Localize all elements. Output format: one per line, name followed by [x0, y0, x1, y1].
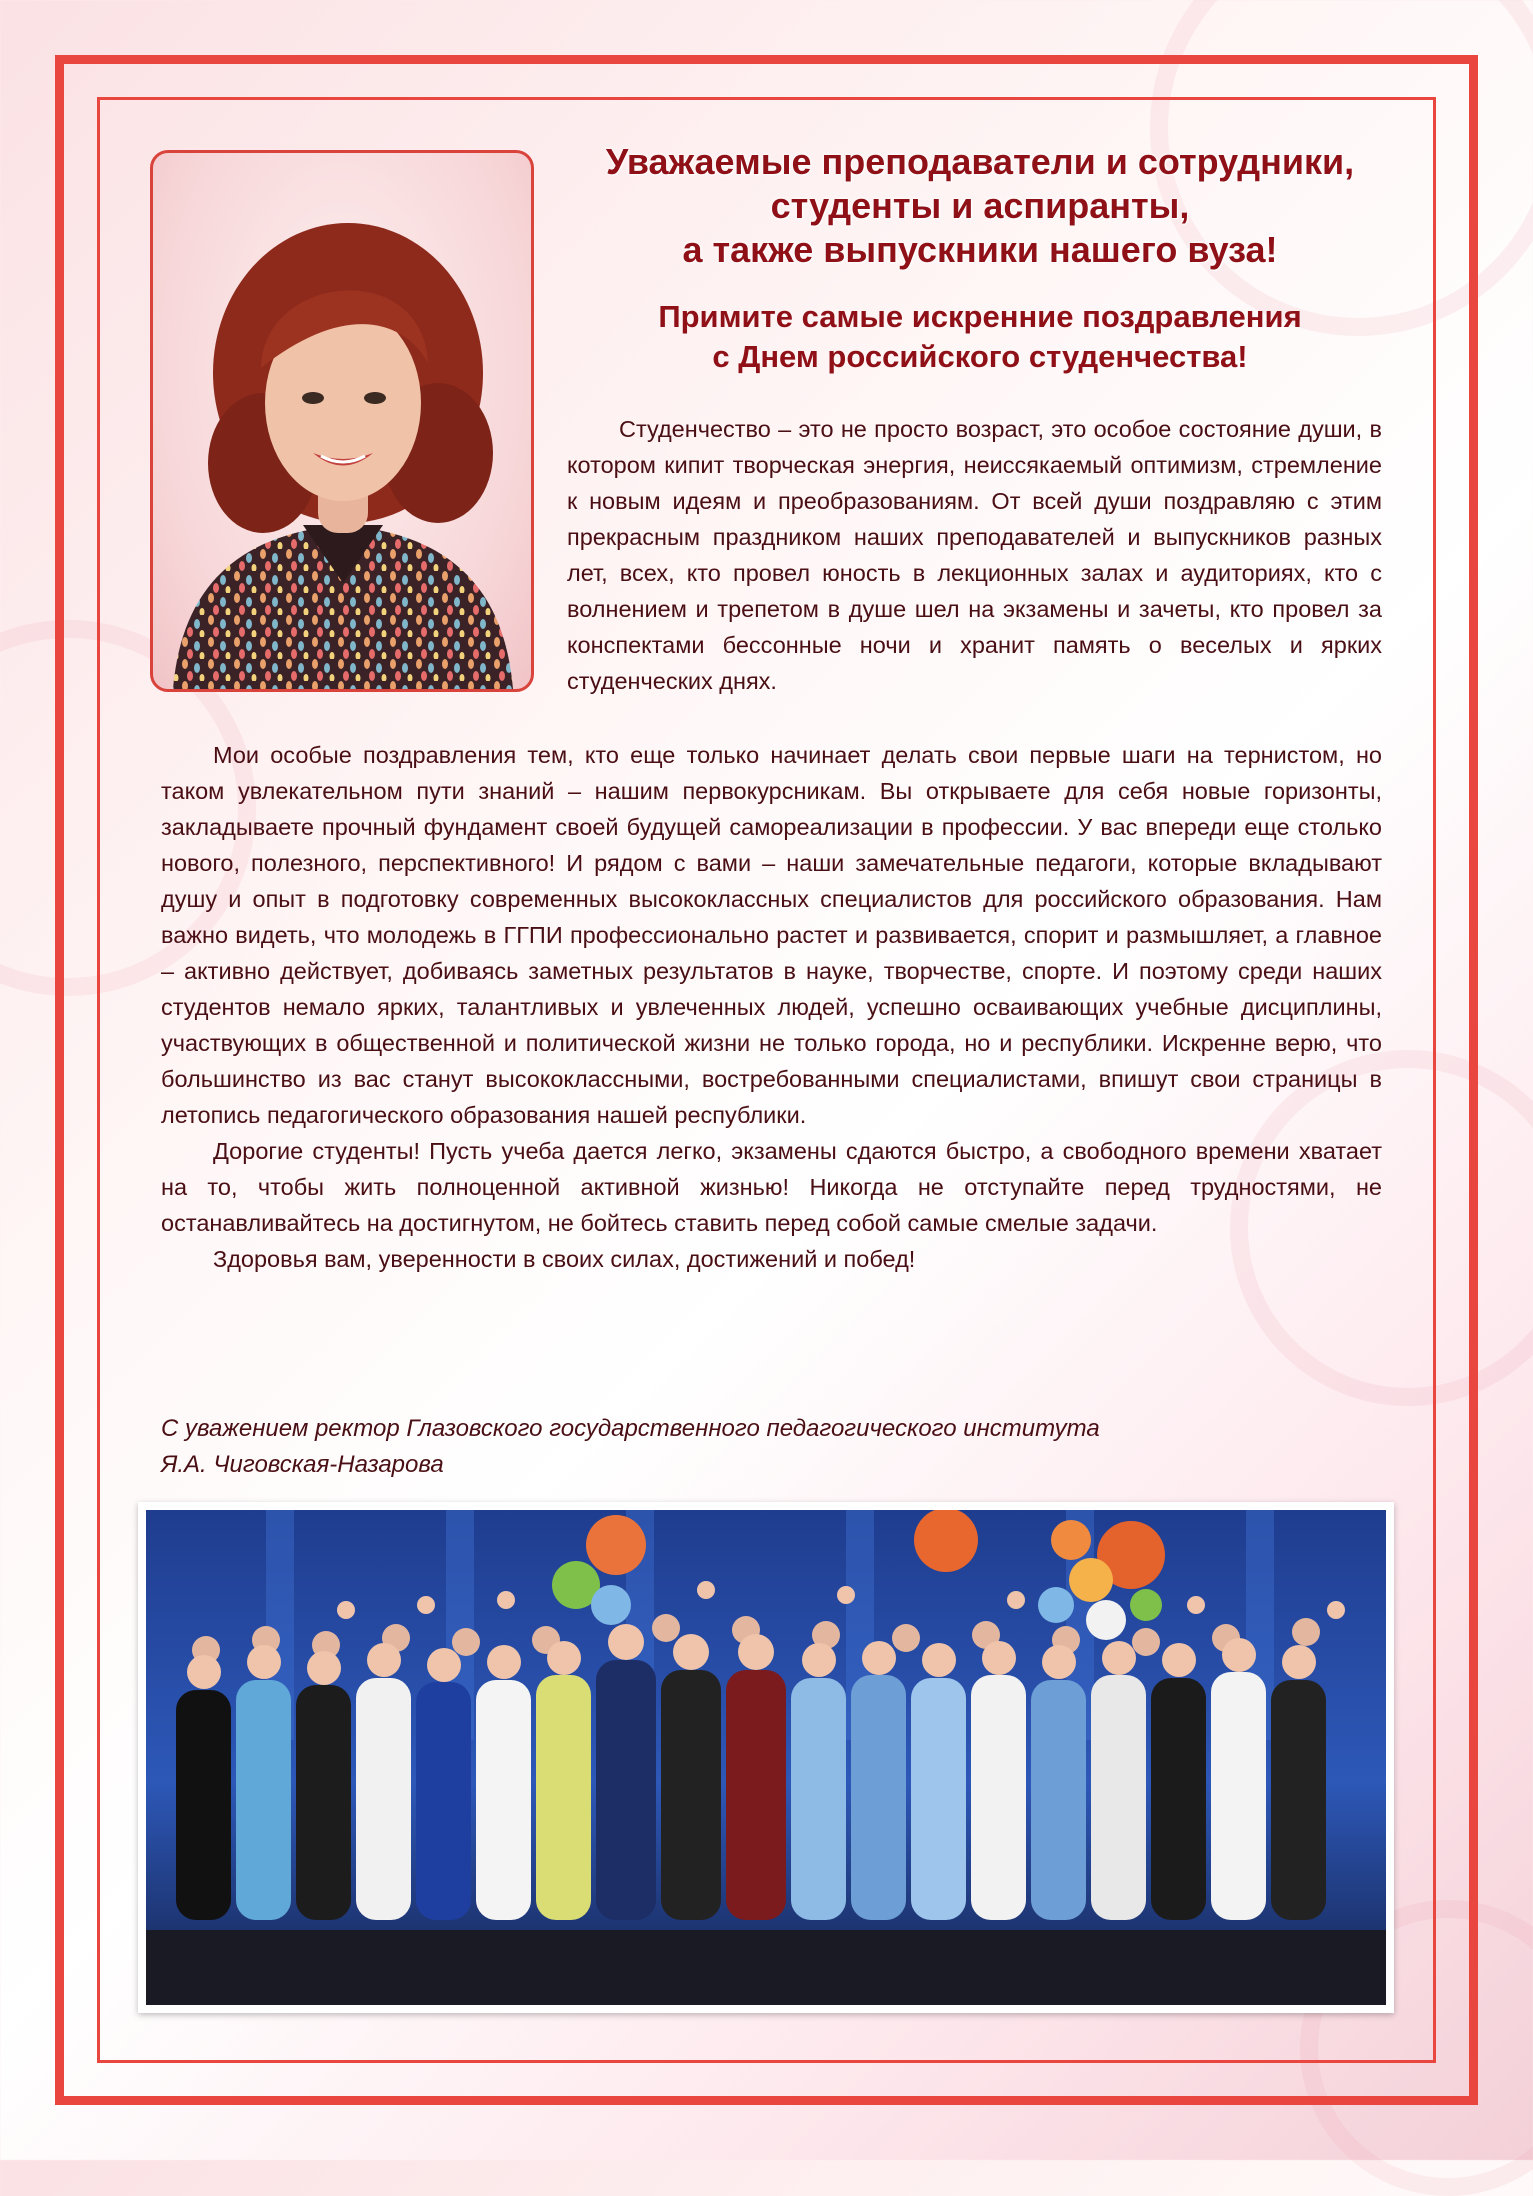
headline-line: Уважаемые преподаватели и сотрудники,	[605, 141, 1355, 182]
signature-block	[161, 1411, 1382, 1483]
headline-line: а также выпускники нашего вуза!	[682, 229, 1278, 270]
paragraph-first-year: Мои особые поздравления тем, кто еще только начинает делать свои первые шаги на тернистом, но таком увлекательном пути знаний – нашим первокурсникам. Вы открываете для себя новые горизонты, закладываете прочный фундамент своей будущей самореализации в профессии. У вас впереди еще столько нового, полезного, перспективного! И рядом с вами – наши замечательные педагоги, которые вкладывают душу и опыт в подготовку современных высококлассных специалистов для российского образования. Нам важно видеть, что молодежь в ГГПИ профессионально растет и развивается, спорит и размышляет, а главное – активно действует, добиваясь заметных результатов в науке, творчестве, спорте. И поэтому среди наших студентов немало ярких, талантливых и увлеченных людей, успешно осваивающих учебные дисциплины, участвующих в общественной и политической жизни не только города, но и республики. Искренне верю, что большинство из вас станут высококлассными, востребованными специалистами, впишут свои страницы в летопись педагогического образования нашей республики.	[161, 742, 1382, 1128]
subheadline-line: с Днем российского студенчества!	[712, 339, 1248, 374]
letter-body	[161, 737, 1382, 1277]
headline-line: студенты и аспиранты,	[770, 185, 1190, 226]
greeting-headline	[560, 140, 1400, 272]
paragraph-intro: Студенчество – это не просто возраст, это особое состояние души, в котором кипит творческая энергия, неиссякаемый оптимизм, стремление к новым идеям и преобразованиям. От всей души поздравляю с этим прекрасным праздником наших преподавателей и выпускников разных лет, всех, кто провел юность в лекционных залах и аудиториях, кто с волнением и трепетом в душе шел на экзамены и зачеты, кто провел за конспектами бессонные ночи и хранит память о веселых и ярких студенческих днях.	[567, 416, 1382, 694]
subheadline-line: Примите самые искренние поздравления	[658, 299, 1302, 334]
paragraph-closing: Здоровья вам, уверенности в своих силах, достижений и побед!	[213, 1246, 916, 1272]
signature-name: Я.А. Чиговская-Назарова	[161, 1451, 444, 1478]
paragraph-wishes: Дорогие студенты! Пусть учеба дается легко, экзамены сдаются быстро, а свободного времени хватает на то, чтобы жить полноценной активной жизнью! Никогда не отступайте перед трудностями, не останавливайтесь на достигнутом, не бойтесь ставить перед собой самые смелые задачи.	[161, 1138, 1382, 1236]
greeting-subheadline	[560, 297, 1400, 377]
signature-title: С уважением ректор Глазовского государственного педагогического института	[161, 1415, 1100, 1442]
group-photo	[138, 1502, 1394, 2013]
rector-portrait	[150, 150, 534, 692]
